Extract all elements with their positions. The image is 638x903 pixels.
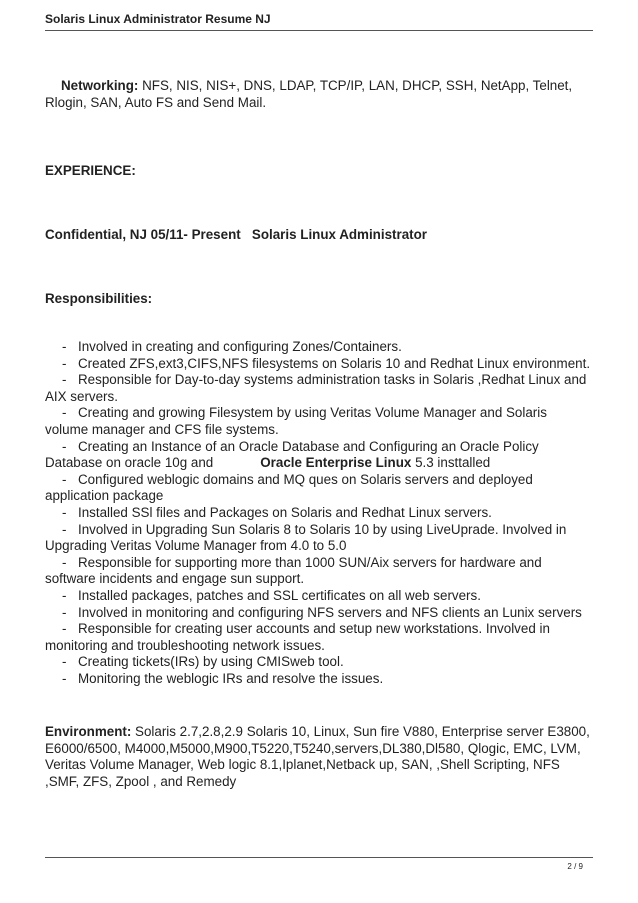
job-title: Solaris Linux Administrator	[251, 227, 427, 242]
list-item: - Configured weblogic domains and MQ ques on Solaris servers and deployed application package	[45, 471, 533, 504]
list-item: - Responsible for supporting more than 1000 SUN/Aix servers for hardware and software incidents and engage sun support.	[45, 554, 542, 587]
job-title-line	[45, 227, 593, 244]
page-number: 2 / 9	[567, 862, 583, 871]
footer-divider	[45, 857, 593, 858]
list-item: - Installed packages, patches and SSL certificates on all web servers.	[62, 587, 481, 603]
experience-heading: EXPERIENCE:	[45, 163, 136, 178]
list-item: - Creating an Instance of an Oracle Database and Configuring an Oracle Policy Database on oracle 10g and Oracle Enterprise Linux 5.3 insttalled	[45, 438, 539, 471]
list-item: - Installed SSl files and Packages on Solaris and Redhat Linux servers.	[62, 504, 492, 520]
list-item: - Involved in Upgrading Sun Solaris 8 to Solaris 10 by using LiveUprade. Involved in Upgrading Veritas Volume Manager from 4.0 to 5.0	[45, 521, 567, 554]
networking-paragraph	[45, 78, 593, 111]
environment-text: Solaris 2.7,2.8,2.9 Solaris 10, Linux, Sun fire V880, Enterprise server E3800, E6000/6500, M4000,M5000,M900,T5220,T5240,servers,DL380,Dl580, Qlogic, EMC, LVM, Veritas Volume Manager, Web logic 8.1,Iplanet,Netback up, SAN, ,Shell Scripting, NFS ,SMF, ZFS, Zpool , and Remedy	[45, 724, 590, 789]
job-company-dates: Confidential, NJ 05/11- Present	[45, 227, 241, 242]
header-divider	[45, 30, 593, 31]
networking-label: Networking:	[61, 78, 139, 93]
list-item: - Monitoring the weblogic IRs and resolve the issues.	[62, 670, 384, 686]
environment-label: Environment:	[45, 724, 132, 739]
list-item: - Responsible for creating user accounts and setup new workstations. Involved in monitoring and troubleshooting network issues.	[45, 621, 550, 653]
document-header-title: Solaris Linux Administrator Resume NJ	[45, 12, 271, 26]
list-item: - Created ZFS,ext3,CIFS,NFS filesystems on Solaris 10 and Redhat Linux environment.	[62, 355, 591, 371]
environment-paragraph	[45, 724, 593, 790]
responsibilities-list	[45, 339, 593, 687]
list-item: - Responsible for Day-to-day systems administration tasks in Solaris ,Redhat Linux and AIX servers.	[45, 372, 587, 404]
list-item: - Involved in monitoring and configuring NFS servers and NFS clients an Lunix servers	[62, 604, 582, 620]
list-item: - Creating tickets(IRs) by using CMISweb tool.	[62, 654, 344, 670]
networking-text: NFS, NIS, NIS+, DNS, LDAP, TCP/IP, LAN, DHCP, SSH, NetApp, Telnet, Rlogin, SAN, Auto FS and Send Mail.	[45, 78, 573, 110]
list-item: - Creating and growing Filesystem by using Veritas Volume Manager and Solaris volume manager and CFS file systems.	[45, 405, 547, 437]
list-item: - Involved in creating and configuring Zones/Containers.	[62, 339, 402, 354]
responsibilities-heading: Responsibilities:	[45, 291, 153, 306]
